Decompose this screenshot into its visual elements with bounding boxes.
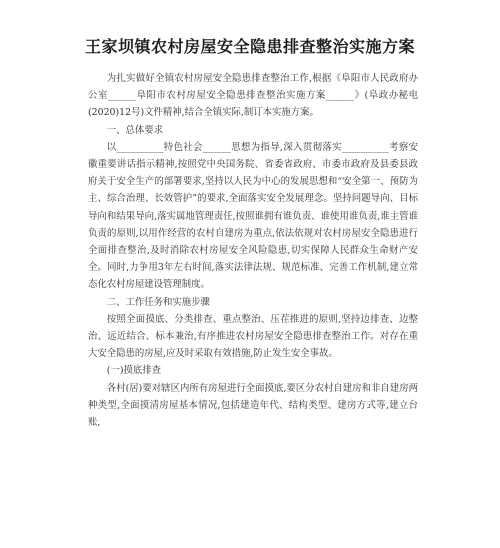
document-body [88, 70, 418, 431]
section-heading: 一、总体要求 [106, 124, 164, 136]
body-paragraph: 以__________特色社会______思想为指导,深入贯彻落实__________考察安徽重要讲话指示精神,按照党中央国务院、省委省政府、市委市政府及县委县政府关于安全生产的部署要求,坚持以人民为中心的发展思想和“安全第一、预防为主、综合治理、长效管护”的要求,全面落实安全发展理念。坚持问题导向、目标导向和结果导向,落实属地管理责任,按照谁拥有谁负责、谁使用谁负责,谁主管谁负责的原则,以用作经营的农村自建房为重点,依法依规对农村房屋安全隐患进行全面排查整治,及时消除农村房屋安全风险隐患,切实保障人民群众生命财产安全。同时,力争用3年左右时间,落实法律法规、规范标准、完善工作机制,建立常态化农村房屋建设管理制度。 [88, 141, 418, 291]
subsection-heading: (一)摸底排查 [106, 365, 161, 377]
intro-paragraph: 为扎实做好全镇农村房屋安全隐患排查整治工作,根据《阜阳市人民政府办公室______阜阳市农村房屋安全隐患排查整治实施方案______》(阜政办秘电(2020)12号)文件精神,结合全镇实际,制订本实施方案。 [88, 73, 418, 119]
body-paragraph: 按照全面摸底、分类排查、重点整治、压茬推进的原则,坚持边排查、边整治、远近结合、标本兼治,有序推进农村房屋安全隐患排查整治工作。对存在重大安全隐患的房屋,应及时采取有效措施,防止发生安全事故。 [88, 313, 418, 360]
document-title: 王家坝镇农村房屋安全隐患排查整治实施方案 [84, 37, 415, 56]
body-paragraph: 各村(居)要对辖区内所有房屋进行全面摸底,要区分农村自建房和非自建房两种类型,全面摸清房屋基本情况,包括建造年代、结构类型、建房方式等,建立台账, [88, 382, 418, 429]
section-heading: 二、工作任务和实施步骤 [106, 296, 210, 308]
